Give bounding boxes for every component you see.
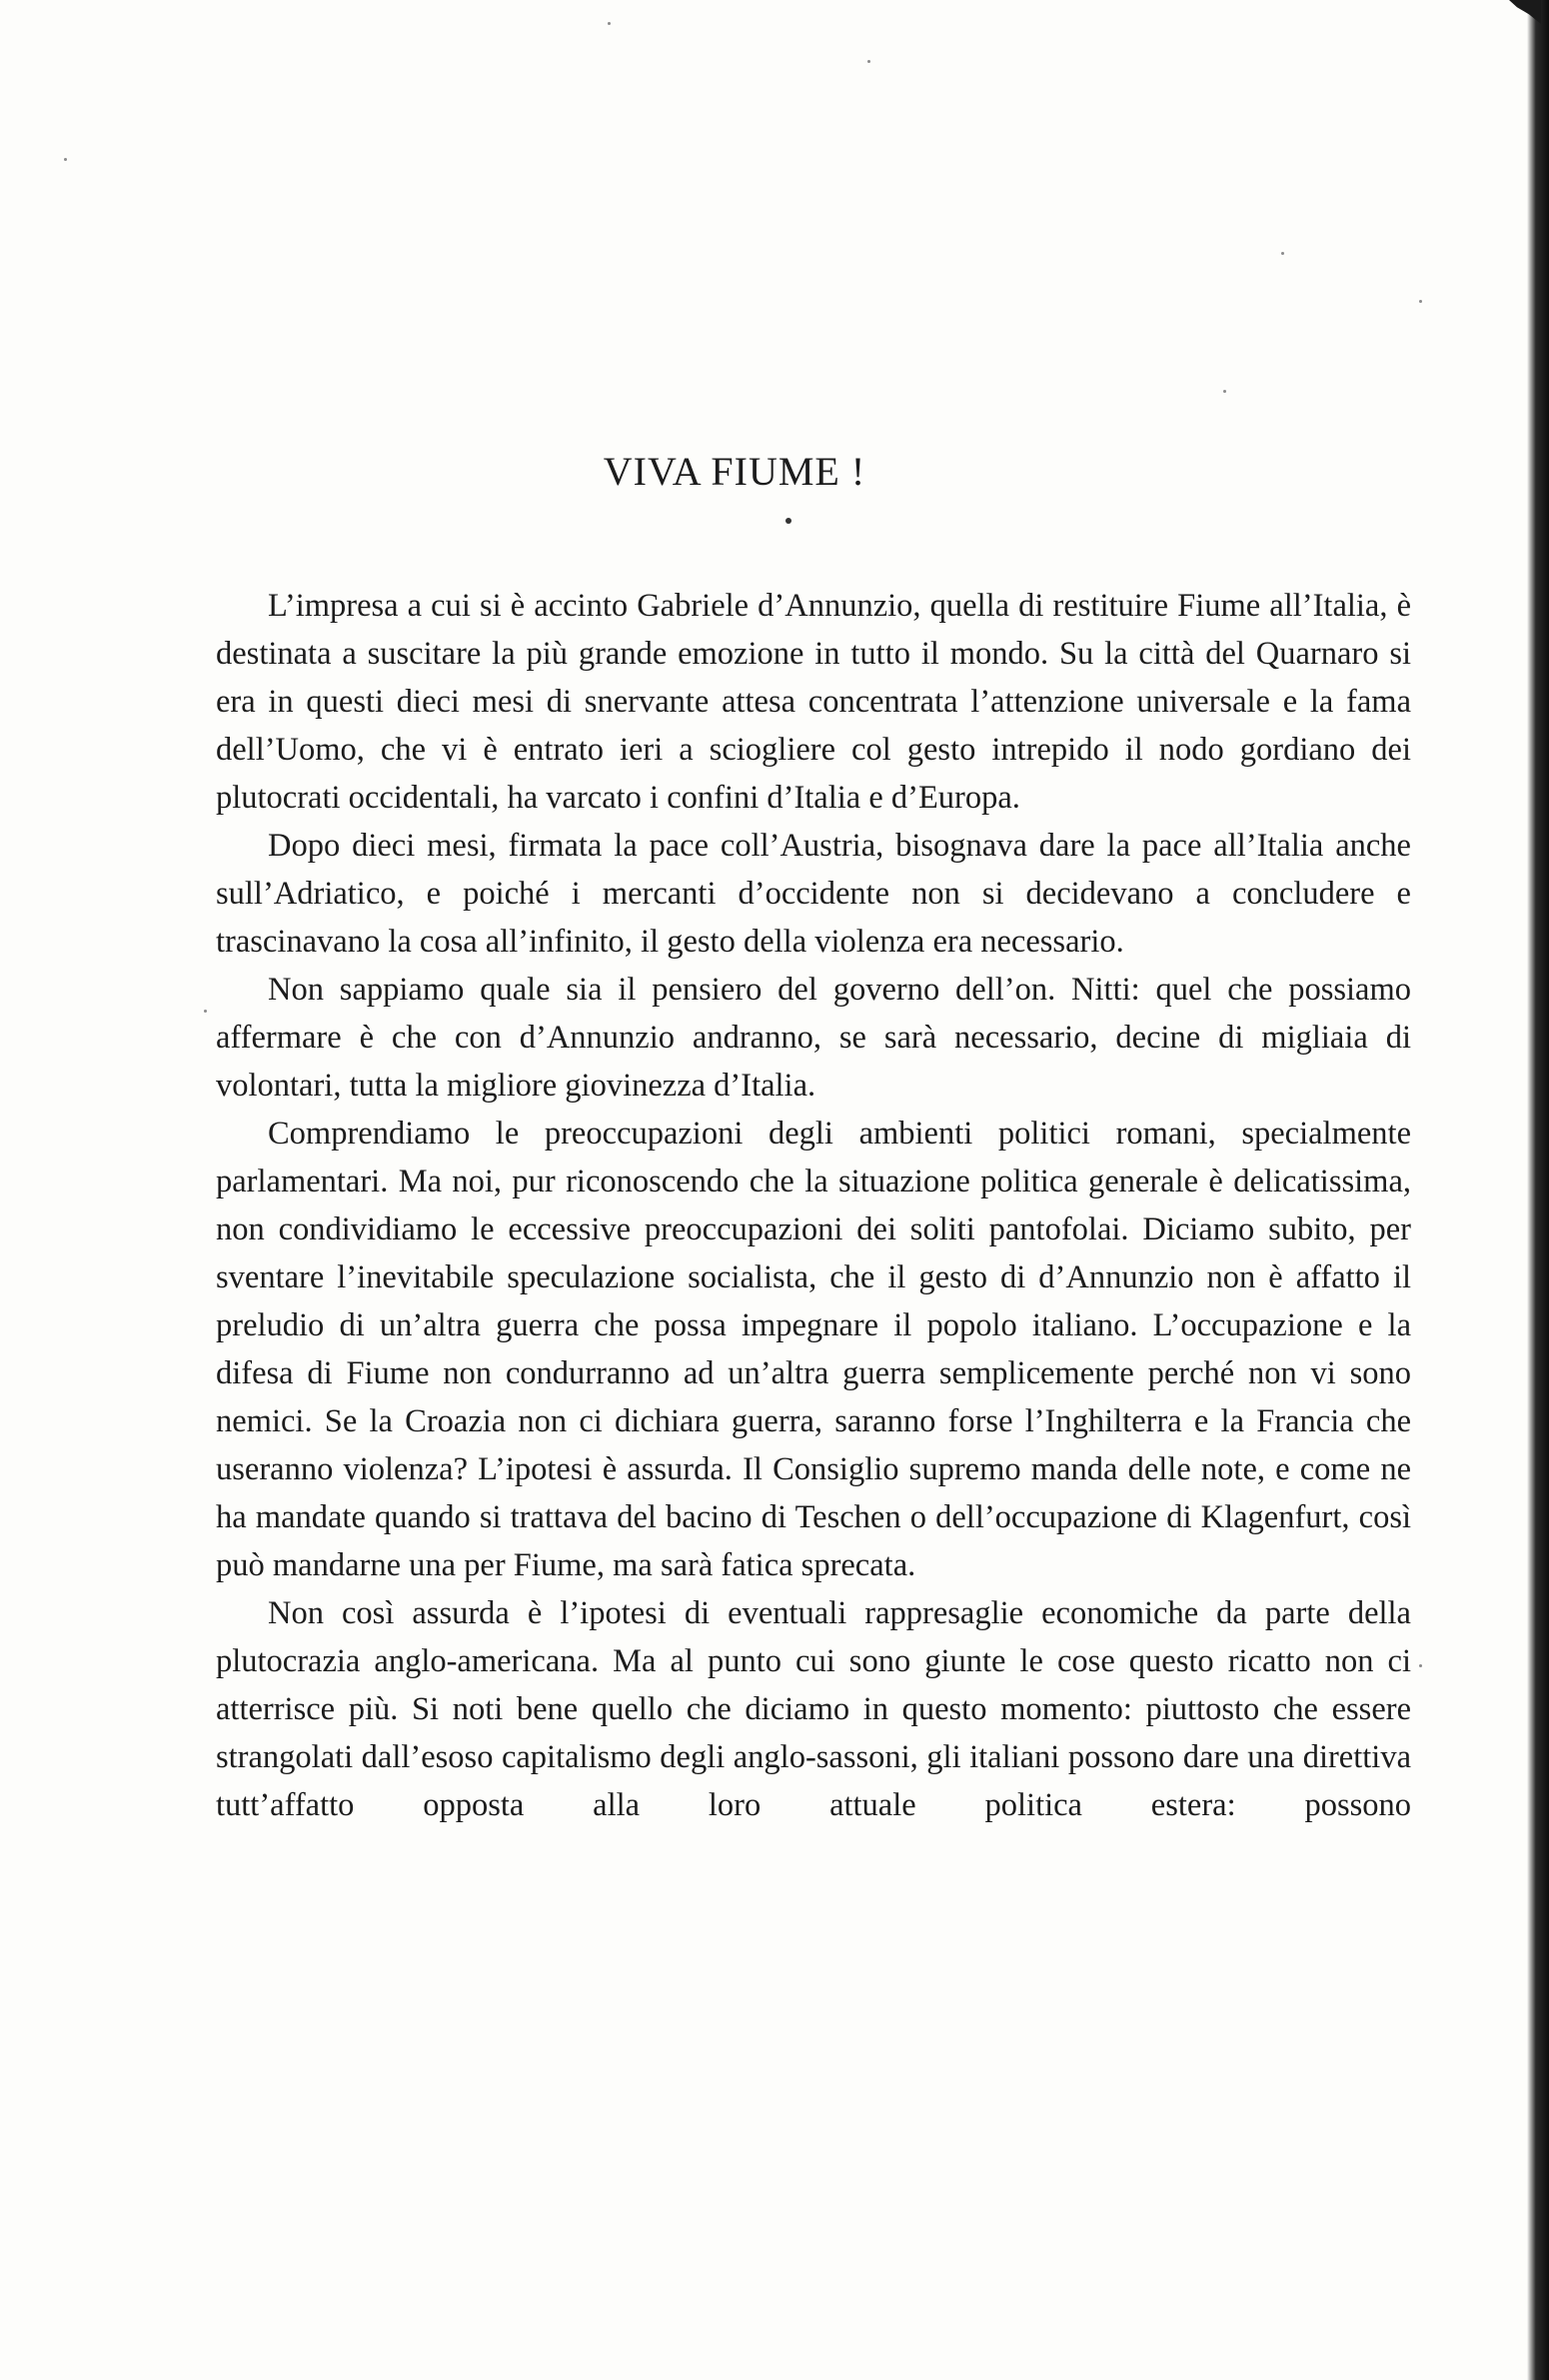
scan-speck [204, 1010, 207, 1013]
scan-speck [1419, 300, 1422, 303]
scan-speck [867, 60, 870, 63]
paragraph-3: Non sappiamo quale sia il pensiero del governo dell’on. Nitti: quel che possiamo affermare è che con d’Annunzio andranno, se sarà necessario, decine di migliaia di volontari, tutta la migliore giovinezza d’Italia. [216, 972, 1411, 1104]
scan-speck [1419, 1664, 1422, 1667]
scan-speck [64, 158, 67, 161]
page-edge-shadow [1527, 0, 1549, 2380]
scan-speck [608, 22, 611, 25]
article-body [216, 582, 1411, 1829]
article-title: VIVA FIUME ! [603, 449, 866, 494]
paragraph-4: Comprendiamo le preoccupazioni degli ambienti politici romani, specialmente parlamentari. Ma noi, pur riconoscendo che la situazione politica generale è delicatissima, non condividiamo le eccessive preoccupazioni dei soliti pantofolai. Diciamo subito, per sventare l’inevitabile speculazione socialista, che il gesto di d’Annunzio non è affatto il preludio di un’altra guerra che possa impegnare il popolo italiano. L’occupazione e la difesa di Fiume non condurranno ad un’altra guerra semplicemente perché non vi sono nemici. Se la Croazia non ci dichiara guerra, saranno forse l’Inghilterra e la Francia che useranno violenza? L’ipotesi è assurda. Il Consiglio supremo manda delle note, e come ne ha mandate quando si trattava del bacino di Teschen o dell’occupazione di Klagenfurt, così può mandarne una per Fiume, ma sarà fatica sprecata. [216, 1116, 1411, 1583]
paragraph-1: L’impresa a cui si è accinto Gabriele d’Annunzio, quella di restituire Fiume all’Italia, è destinata a suscitare la più grande emozione in tutto il mondo. Su la città del Quarnaro si era in questi dieci mesi di snervante attesa concentrata l’attenzione universale e la fama dell’Uomo, che vi è entrato ieri a sciogliere col gesto intrepido il nodo gordiano dei plutocrati occidentali, ha varcato i confini d’Italia e d’Europa. [216, 588, 1411, 816]
title-ornament-dot [785, 518, 791, 524]
paragraph-5: Non così assurda è l’ipotesi di eventuali rappresaglie economiche da parte della plutocrazia anglo-americana. Ma al punto cui sono giunte le cose questo ricatto non ci atterrisce più. Si noti bene quello che diciamo in questo momento: piuttosto che essere strangolati dall’esoso capitalismo degli anglo-sassoni, gli italiani possono dare una direttiva tutt’affatto opposta alla loro attuale politica estera: possono [216, 1595, 1411, 1823]
paragraph-2: Dopo dieci mesi, firmata la pace coll’Austria, bisognava dare la pace all’Italia anche sull’Adriatico, e poiché i mercanti d’occidente non si decidevano a concludere e trascinavano la cosa all’infinito, il gesto della violenza era necessario. [216, 828, 1411, 960]
scan-speck [1281, 252, 1284, 255]
scan-speck [1223, 390, 1226, 393]
